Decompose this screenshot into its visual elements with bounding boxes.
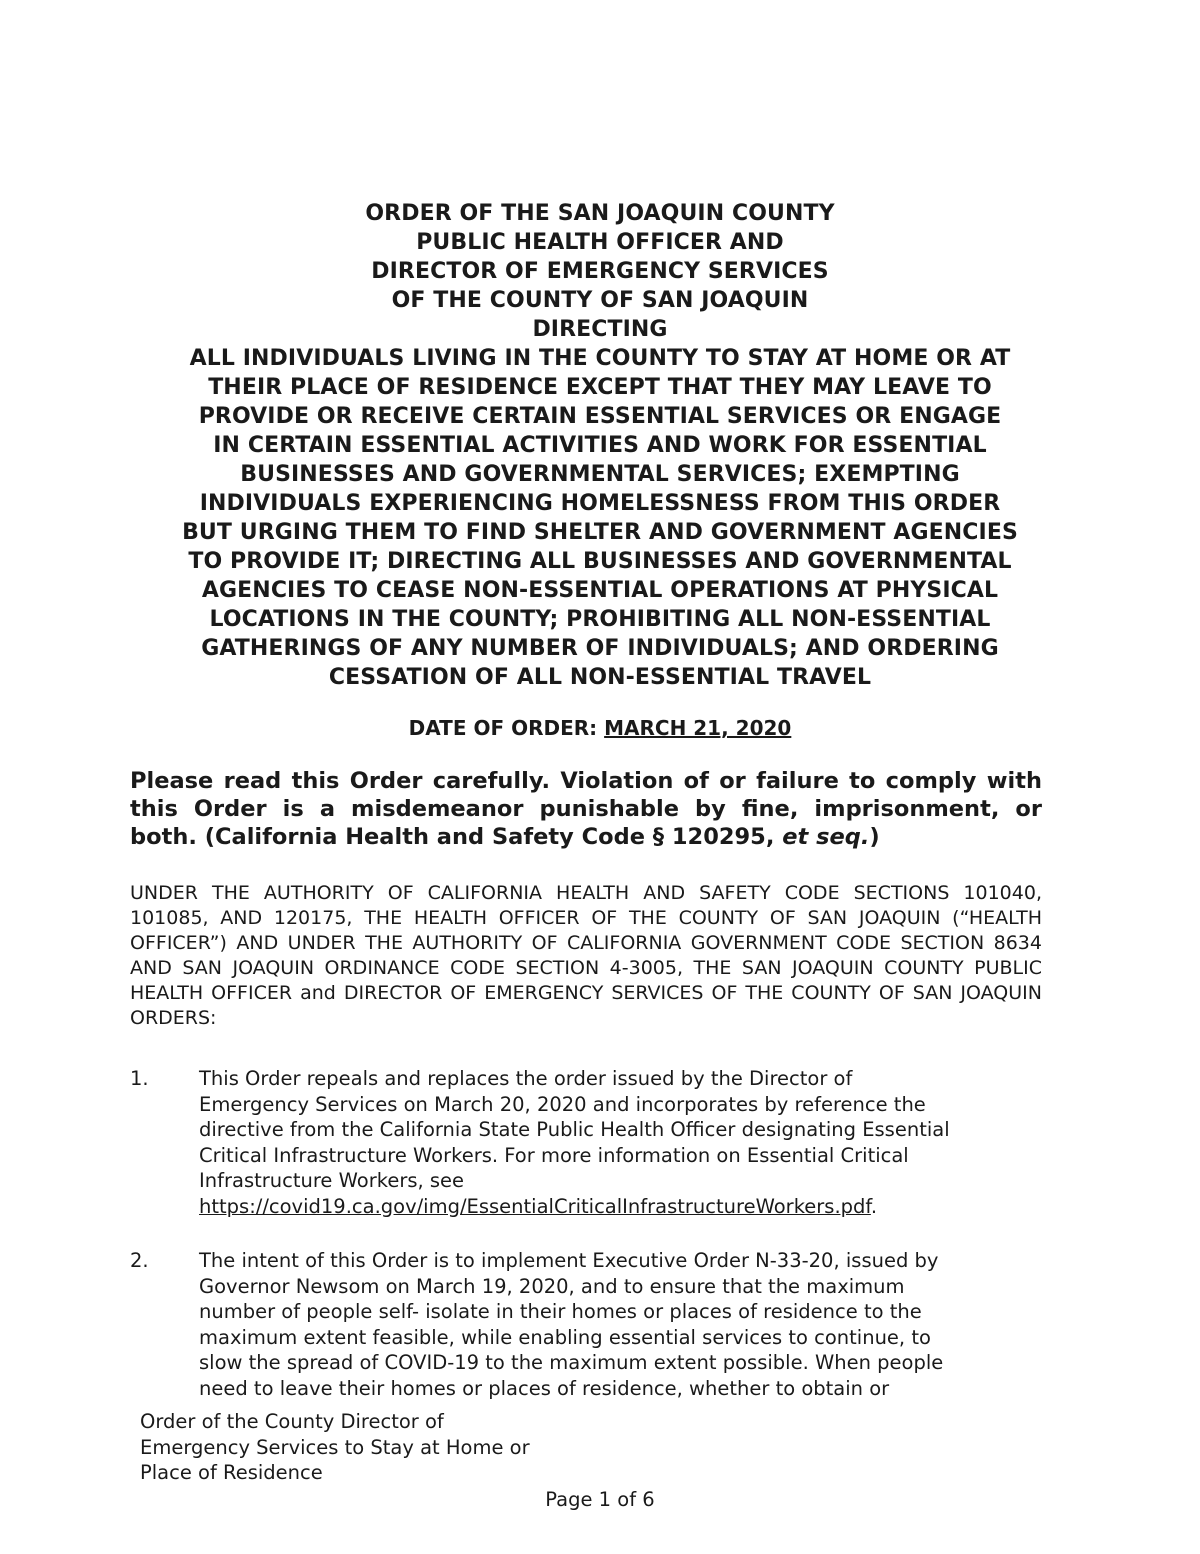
item-line: number of people self- isolate in their homes or places of residence to the	[199, 1300, 922, 1323]
title-line: INDIVIDUALS EXPERIENCING HOMELESSNESS FROM THIS ORDER	[199, 491, 1001, 516]
item-line: This Order repeals and replaces the order issued by the Director of	[199, 1067, 853, 1090]
link-suffix: .	[870, 1194, 878, 1218]
title-line: PUBLIC HEALTH OFFICER AND	[416, 230, 784, 255]
title-line: GATHERINGS OF ANY NUMBER OF INDIVIDUALS; AND ORDERING	[201, 636, 999, 661]
order-date	[120, 715, 1080, 741]
title-line: PROVIDE OR RECEIVE CERTAIN ESSENTIAL SERVICES OR ENGAGE	[198, 404, 1002, 429]
item-body	[199, 1248, 1039, 1401]
item-number: 2.	[130, 1249, 149, 1272]
title-line: DIRECTING	[532, 317, 668, 342]
title-line: OF THE COUNTY OF SAN JOAQUIN	[391, 288, 809, 313]
order-date-value: MARCH 21, 2020	[604, 716, 792, 740]
order-date-label: DATE OF ORDER:	[408, 716, 605, 740]
title-line: LOCATIONS IN THE COUNTY; PROHIBITING ALL NON-ESSENTIAL	[209, 607, 991, 632]
title-line: TO PROVIDE IT; DIRECTING ALL BUSINESSES AND GOVERNMENTAL	[188, 549, 1012, 574]
page-footer	[140, 1409, 740, 1486]
item-line-link	[199, 1194, 1039, 1220]
title-line: IN CERTAIN ESSENTIAL ACTIVITIES AND WORK FOR ESSENTIAL	[213, 433, 987, 458]
title-line: THEIR PLACE OF RESIDENCE EXCEPT THAT THEY MAY LEAVE TO	[208, 375, 992, 400]
item-line: need to leave their homes or places of residence, whether to obtain or	[199, 1376, 890, 1400]
item-line: maximum extent feasible, while enabling essential services to continue, to	[199, 1325, 931, 1349]
item-line: The intent of this Order is to implement Executive Order N-33-20, issued by	[199, 1249, 939, 1272]
item-line: Critical Infrastructure Workers. For more information on Essential Critical	[199, 1143, 909, 1167]
essential-workers-link[interactable]: https://covid19.ca.gov/img/EssentialCriticalInfrastructureWorkers.pdf	[199, 1194, 871, 1218]
item-body	[199, 1066, 1039, 1219]
authority-paragraph: UNDER THE AUTHORITY OF CALIFORNIA HEALTH AND SAFETY CODE SECTIONS 101040, 101085, AND 120175, THE HEALTH OFFICER OF THE COUNTY OF SAN JOAQUIN (“HEALTH OFFICER”) AND UNDER THE AUTHORITY OF CALIFORNIA GOVERNMENT CODE SECTION 8634 AND SAN JOAQUIN ORDINANCE CODE SECTION 4-3005, THE SAN JOAQUIN COUNTY PUBLIC HEALTH OFFICER and DIRECTOR OF EMERGENCY SERVICES OF THE COUNTY OF SAN JOAQUIN ORDERS:	[130, 882, 1042, 1029]
warning-text: Please read this Order carefully. Violation of or failure to comply with this Order is a misdemeanor punishable by fine, imprisonment, or both. (California Health and Safety Code § 120295,	[130, 768, 1042, 850]
title-line: CESSATION OF ALL NON-ESSENTIAL TRAVEL	[328, 665, 872, 690]
item-line: slow the spread of COVID-19 to the maximum extent possible. When people	[199, 1351, 944, 1374]
item-line: Governor Newsom on March 19, 2020, and to ensure that the maximum	[199, 1274, 905, 1298]
item-number: 1.	[130, 1067, 149, 1090]
title-line: DIRECTOR OF EMERGENCY SERVICES	[371, 259, 829, 284]
footer-line: Emergency Services to Stay at Home or	[140, 1435, 530, 1459]
title-line: BUSINESSES AND GOVERNMENTAL SERVICES; EXEMPTING	[240, 462, 960, 487]
warning-close: )	[869, 824, 880, 850]
footer-line: Place of Residence	[140, 1461, 323, 1484]
title-line: BUT URGING THEM TO FIND SHELTER AND GOVERNMENT AGENCIES	[182, 520, 1018, 545]
warning-italic: et seq.	[782, 824, 870, 850]
title-line: AGENCIES TO CEASE NON-ESSENTIAL OPERATIONS AT PHYSICAL	[201, 578, 999, 603]
violation-warning	[130, 767, 1042, 851]
page-number: Page 1 of 6	[545, 1488, 655, 1511]
footer-line: Order of the County Director of	[140, 1410, 444, 1433]
item-line: Infrastructure Workers, see	[199, 1169, 465, 1192]
title-line: ORDER OF THE SAN JOAQUIN COUNTY	[365, 201, 835, 226]
item-line: directive from the California State Public Health Officer designating Essential	[199, 1118, 950, 1141]
item-line: Emergency Services on March 20, 2020 and incorporates by reference the	[199, 1092, 926, 1116]
title-line: ALL INDIVIDUALS LIVING IN THE COUNTY TO STAY AT HOME OR AT	[189, 346, 1011, 371]
order-title	[120, 199, 1080, 692]
